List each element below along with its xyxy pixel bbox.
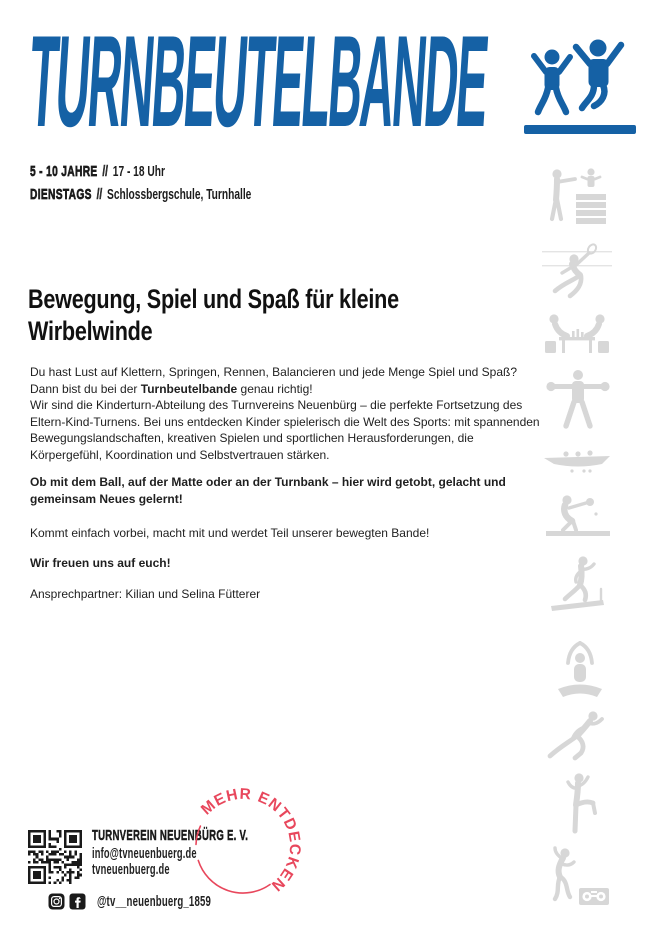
time: 17 - 18 Uhr [112,163,165,180]
club-website: tvneuenbuerg.de [92,861,170,878]
jumping-kids-icon [522,32,642,138]
intro-line2-pre: Dann bist du bei der [30,381,141,396]
location: Schlossbergschule, Turnhalle [107,186,252,203]
chess-icon [542,306,612,358]
intro-line1: Du hast Lust auf Klettern, Springen, Rennen, Balancieren und jede Menge Spiel und Spaß? [30,365,517,379]
age-range: 5 - 10 JAHRE [30,163,98,180]
schedule-line-age-time [30,160,251,183]
weekday: DIENSTAGS [30,186,92,203]
instagram-icon [48,893,65,910]
schedule-block [30,160,356,206]
closing-paragraph: Wir freuen uns auf euch! [30,556,171,570]
sprint-icon [546,710,610,766]
kick-martial-arts-icon [552,773,606,839]
intro-line3: Wir sind die Kinderturn-Abteilung des Turnvereins Neuenbürg – die perfekte Fortsetzung des Eltern-Kind-Turnens. Bei uns entdecken Kinder spielerisch die Welt des Sports: mit spannenden Bewegungslandschaften, kreativen Spielen und sportlichen Herausforderungen, die Körpergefühl, Koordination und Selbstvertrauen stärken. [30,398,540,462]
rowing-icon [542,449,612,475]
vault-training-icon [546,167,610,227]
separator-slashes: // [96,186,103,203]
yoga-icon [552,639,608,703]
dumbbell-exercise-icon [546,368,610,430]
separator-slashes: // [102,163,109,180]
dance-breakdance-icon [543,846,615,910]
badminton-icon [542,238,612,302]
intro-paragraph [30,364,542,463]
club-name: TURNVEREIN NEUENBÜRG E. V. [92,827,249,844]
stamp-text: MEHR ENTDECKEN [197,785,304,895]
qr-code [28,830,82,884]
page-title-text: TURNBEUTELBANDE [25,8,491,154]
club-email: info@tvneuenbuerg.de [92,845,197,862]
contact-persons: Ansprechpartner: Kilian und Selina Fütterer [30,587,261,601]
table-tennis-icon [546,494,610,540]
invite-paragraph: Kommt einfach vorbei, macht mit und werdet Teil unserer bewegten Bande! [30,526,430,540]
intro-line2-bold: Turnbeutelbande [140,381,238,396]
bold-paragraph: Ob mit dem Ball, auf der Matte oder an der Turnbank – hier wird getobt, gelacht und gemeinsam Neues gelernt! [30,475,506,506]
facebook-icon [69,893,86,910]
intro-line2-post: genau richtig! [237,381,313,396]
schedule-line-day-location [30,183,251,206]
section-heading: Bewegung, Spiel und Spaß für kleine Wirbelwinde [28,284,399,346]
treadmill-icon [548,556,610,614]
social-handle: @tv__neuenbuerg_1859 [97,893,212,910]
mehr-entdecken-stamp [170,770,330,920]
